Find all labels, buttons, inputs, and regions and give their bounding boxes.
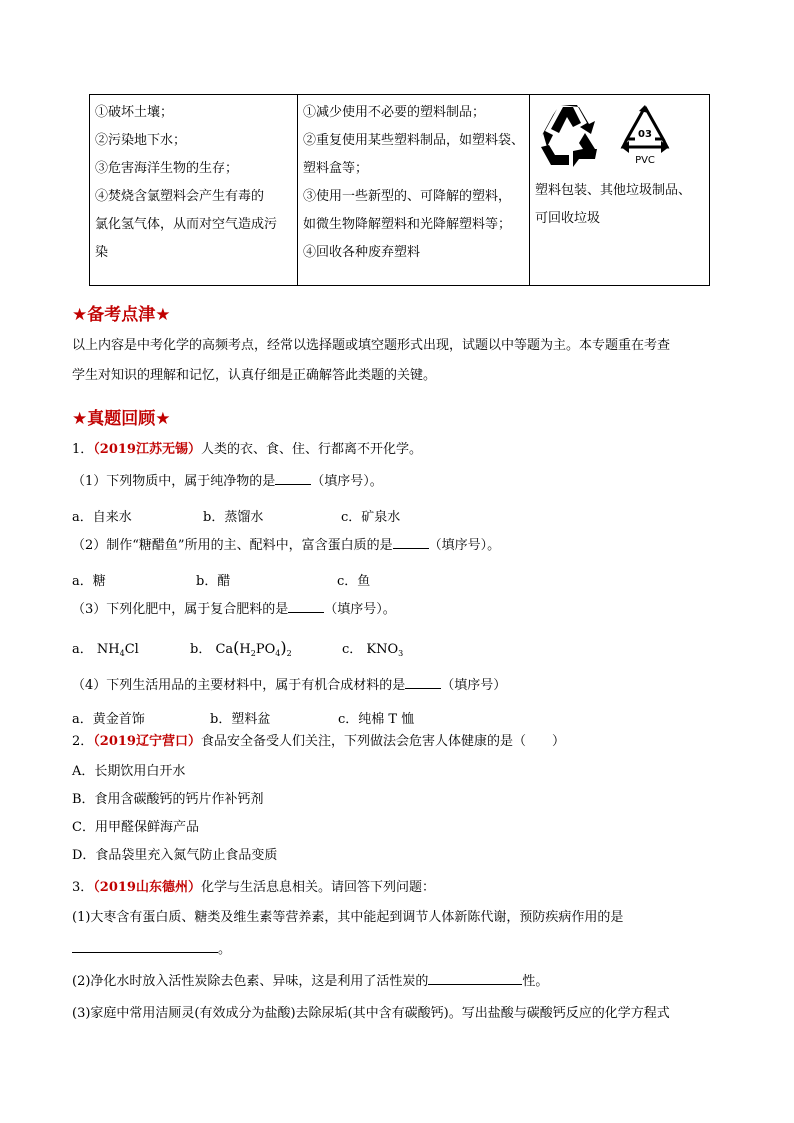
answer-blank[interactable] bbox=[275, 472, 311, 485]
question-3-part-3: (3)家庭中常用洁厕灵(有效成分为盐酸)去除尿垢(其中含有碳酸钙)。写出盐酸与碳酸钙反应的化学方程式 bbox=[72, 1006, 670, 1021]
option-formula: c． $KNO_3$ bbox=[342, 642, 404, 658]
harm-column bbox=[90, 95, 298, 286]
recycle-text: 可回收垃圾 bbox=[535, 211, 601, 226]
measure-item: ③使用一些新型的、可降解的塑料， bbox=[303, 189, 512, 204]
pvc-label: PVC bbox=[635, 155, 655, 166]
option: c．纯棉 T 恤 bbox=[338, 712, 415, 727]
option: a．黄金首饰 bbox=[72, 712, 145, 727]
question-1-part-4: （4）下列生活用品的主要材料中，属于有机合成材料的是 （填序号） bbox=[72, 678, 507, 693]
recycle-icon bbox=[539, 103, 599, 169]
choice-c: C．用甲醛保鲜海产品 bbox=[72, 820, 199, 835]
question-source: （2019辽宁营口） bbox=[93, 734, 201, 749]
question-3-part-2: (2)净化水时放入活性炭除去色素、异味，这是利用了活性炭的 性。 bbox=[72, 974, 549, 989]
measures-column bbox=[298, 95, 530, 286]
question-1-part-2: （2）制作“糖醋鱼”所用的主、配料中，富含蛋白质的是 （填序号）。 bbox=[72, 538, 501, 553]
measure-item: 如微生物降解塑料和光降解塑料等； bbox=[303, 217, 512, 232]
option: b．醋 bbox=[196, 574, 231, 589]
question-3-stem: 3．（2019山东德州）化学与生活息息相关。请回答下列问题： bbox=[72, 880, 435, 895]
option: b．蒸馏水 bbox=[203, 510, 264, 525]
harm-item: ①破坏土壤； bbox=[95, 105, 174, 120]
section-title-exam-tips: ★备考点津★ bbox=[72, 305, 171, 325]
option-formula: b． $Ca(H_2PO_4)_2$ bbox=[190, 638, 292, 658]
choice-b: B．食用含碳酸钙的钙片作补钙剂 bbox=[72, 792, 264, 807]
question-3-part-1: (1)大枣含有蛋白质、糖类及维生素等营养素，其中能起到调节人体新陈代谢，预防疾病作用的是 bbox=[72, 910, 624, 925]
harm-item: ④焚烧含氯塑料会产生有毒的 bbox=[95, 189, 265, 204]
harm-item: ③危害海洋生物的生存； bbox=[95, 161, 239, 176]
measure-item: ④回收各种废弃塑料 bbox=[303, 245, 421, 260]
exam-tips-line: 以上内容是中考化学的高频考点，经常以选择题或填空题形式出现，试题以中等题为主。本专题重在考查 bbox=[72, 338, 671, 353]
pvc-recycle-icon bbox=[615, 103, 675, 169]
choice-d: D．食品袋里充入氮气防止食品变质 bbox=[72, 848, 278, 863]
question-1-part-1: （1）下列物质中，属于纯净物的是 （填序号）。 bbox=[72, 474, 383, 489]
question-1-stem: 1．（2019江苏无锡）人类的衣、食、住、行都离不开化学。 bbox=[72, 442, 422, 457]
recycle-text: 塑料包装、其他垃圾制品、 bbox=[535, 183, 692, 198]
option: b．塑料盆 bbox=[210, 712, 271, 727]
measure-item: ①减少使用不必要的塑料制品； bbox=[303, 105, 486, 120]
option: c．鱼 bbox=[337, 574, 371, 589]
question-2-stem: 2．（2019辽宁营口）食品安全备受人们关注，下列做法会危害人体健康的是（ ） bbox=[72, 734, 565, 749]
harm-item: 染 bbox=[95, 245, 109, 260]
question-3-part-1-answer: 。 bbox=[72, 940, 231, 960]
question-source: （2019山东德州） bbox=[93, 880, 201, 895]
exam-tips-line: 学生对知识的理解和记忆，认真仔细是正确解答此类题的关键。 bbox=[72, 368, 437, 383]
recycle-icons bbox=[535, 99, 705, 177]
answer-blank[interactable] bbox=[405, 676, 441, 689]
measure-item: 塑料盒等； bbox=[303, 161, 369, 176]
option: a．糖 bbox=[72, 574, 106, 589]
pvc-code: 03 bbox=[638, 129, 652, 140]
option-formula: a． $NH_4Cl$ bbox=[72, 642, 139, 658]
harm-item: 氯化氢气体，从而对空气造成污 bbox=[95, 217, 278, 232]
answer-blank[interactable] bbox=[288, 600, 324, 613]
section-title-past-questions: ★真题回顾★ bbox=[72, 409, 171, 429]
answer-blank[interactable] bbox=[72, 940, 218, 953]
question-source: （2019江苏无锡） bbox=[93, 442, 201, 457]
answer-blank[interactable] bbox=[428, 972, 522, 985]
harm-item: ②污染地下水； bbox=[95, 133, 187, 148]
option: a．自来水 bbox=[72, 510, 132, 525]
answer-blank[interactable] bbox=[393, 536, 429, 549]
option: c．矿泉水 bbox=[341, 510, 401, 525]
plastic-pollution-table bbox=[89, 94, 710, 286]
measure-item: ②重复使用某些塑料制品，如塑料袋、 bbox=[303, 133, 525, 148]
recycle-column bbox=[530, 95, 710, 286]
question-1-part-3: （3）下列化肥中，属于复合肥料的是 （填序号）。 bbox=[72, 602, 396, 617]
choice-a: A．长期饮用白开水 bbox=[72, 764, 186, 779]
